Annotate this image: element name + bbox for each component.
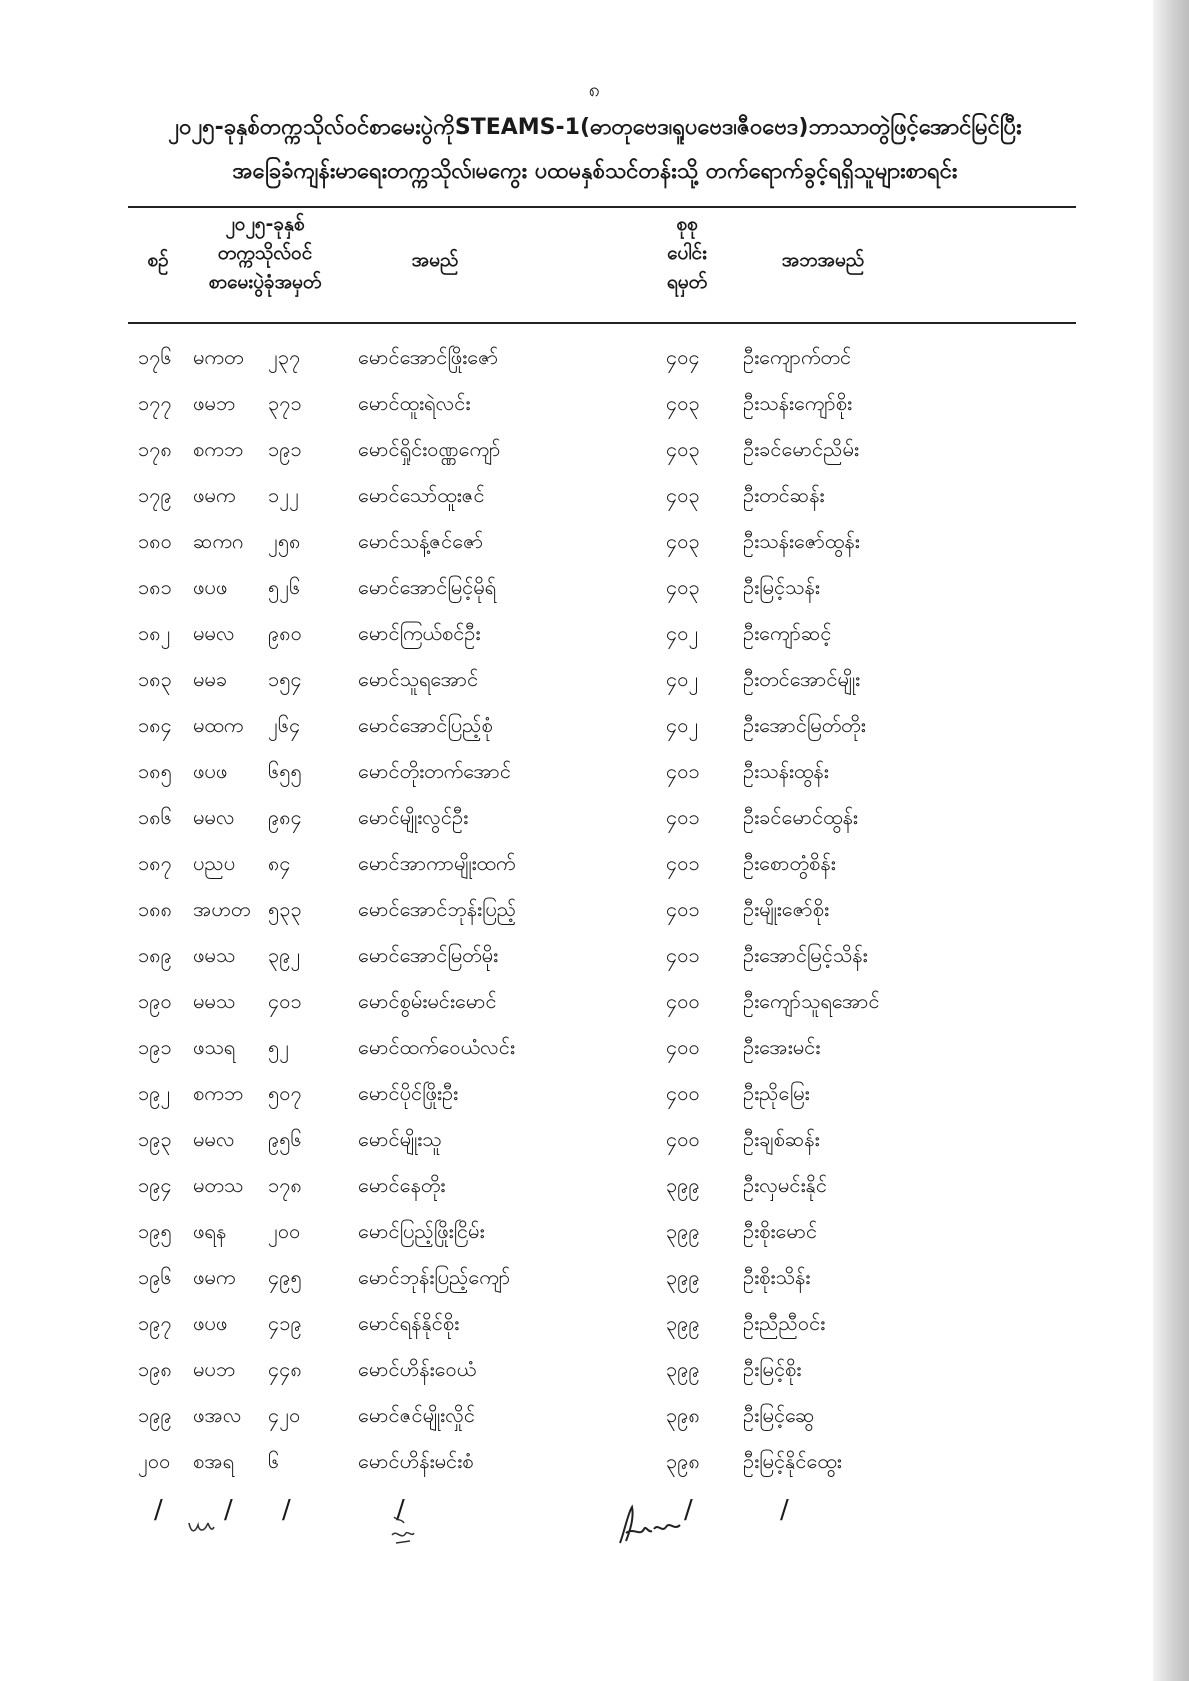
exam-code: စကဘ (193, 437, 244, 461)
serial-number: ၁၉၈ (138, 1357, 172, 1381)
serial-number: ၁၉၀ (138, 989, 172, 1013)
table-row (0, 1024, 1189, 1070)
exam-code: ဖပဖ (193, 759, 228, 783)
table-row (0, 1392, 1189, 1438)
student-name: မောင်ထူးရဲလင်း (358, 391, 471, 415)
student-name: မောင်နေတိုး (358, 1173, 446, 1197)
father-name: ဦးညိုမြေး (743, 1081, 810, 1105)
total-mark: ၄၀၀ (666, 1035, 700, 1059)
exam-seat-number: ၅၃၃ (268, 897, 302, 921)
serial-number: ၁၈၄ (138, 713, 172, 737)
exam-code: ဖမက (193, 483, 236, 507)
student-name: မောင်အောင်ဘုန်းပြည့် (358, 897, 517, 921)
total-mark: ၄၀၀ (666, 1127, 700, 1151)
father-name: ဦးကျောက်တင် (743, 345, 852, 369)
total-mark: ၄၀၁ (666, 897, 700, 921)
serial-number: ၁၈၀ (138, 529, 172, 553)
check-mark: / (154, 1495, 163, 1525)
exam-code: ဖသရ (193, 1035, 236, 1059)
table-row (0, 1346, 1189, 1392)
header-exam-seat (185, 210, 345, 297)
exam-code: မမသ (193, 989, 236, 1013)
exam-seat-number: ၈၄ (268, 851, 291, 875)
student-name: မောင်အောင်ဖြိုးဇော် (358, 345, 499, 369)
serial-number: ၁၉၃ (138, 1127, 172, 1151)
document-title-line-1: ၂၀၂၅-ခုနှစ်တက္ကသိုလ်ဝင်စာမေးပွဲကိုSTEAMS-1(ဓာတုဗေဒ၊ရူပဗေဒ၊ဇီဝဗေဒ)ဘာသာတွဲဖြင့်အောင်မြင်ပြီး (168, 115, 1022, 140)
header-exam-line-2: တက္ကသိုလ်ဝင် (217, 242, 313, 264)
exam-seat-number: ၂၅၈ (268, 529, 301, 553)
serial-number: ၁၉၁ (138, 1035, 172, 1059)
exam-code: မမလ (193, 621, 235, 645)
father-name: ဦးကျော်သူရအောင် (743, 989, 880, 1013)
exam-seat-number: ၅၀၇ (268, 1081, 302, 1105)
father-name: ဦးသန်းဇော်ထွန်း (743, 529, 860, 553)
header-father-name: အဘအမည် (781, 249, 865, 271)
exam-seat-number: ၃၇၁ (268, 391, 302, 415)
student-name: မောင်ထက်ဝေယံလင်း (358, 1035, 515, 1059)
father-name: ဦးခင်မောင်ထွန်း (743, 805, 858, 829)
serial-number: ၁၇၆ (138, 345, 172, 369)
exam-code: ဖမသ (193, 943, 236, 967)
student-name: မောင်ဇင်မျိုးလှိုင် (358, 1403, 475, 1427)
table-row (0, 426, 1189, 472)
serial-number: ၁၈၃ (138, 667, 172, 691)
serial-number: ၁၇၉ (138, 483, 172, 507)
table-row (0, 840, 1189, 886)
header-total-line-1: စုစု (676, 213, 698, 235)
exam-seat-number: ၄၂၀ (268, 1403, 301, 1427)
total-mark: ၄၀၃ (666, 575, 700, 599)
total-mark: ၃၉၉ (666, 1357, 700, 1381)
father-name: ဦးအောင်မြင့်သိန်း (743, 943, 868, 967)
exam-code: မမလ (193, 805, 235, 829)
handwritten-signature (614, 1503, 684, 1547)
serial-number: ၁၈၁ (138, 575, 172, 599)
student-name: မောင်အောင်ပြည့်စုံ (358, 713, 493, 737)
student-name: မောင်အောင်မြတ်မိုး (358, 943, 499, 967)
father-name: ဦးညီညီဝင်း (743, 1311, 826, 1335)
exam-code: မမခ (193, 667, 228, 691)
father-name: ဦးစိုးသိန်း (743, 1265, 811, 1289)
table-row (0, 656, 1189, 702)
table-row (0, 702, 1189, 748)
serial-number: ၁၈၉ (138, 943, 172, 967)
serial-number: ၁၇၈ (138, 437, 172, 461)
exam-seat-number: ၉၈၀ (268, 621, 302, 645)
header-total-mark (652, 210, 722, 297)
table-row (0, 794, 1189, 840)
exam-seat-number: ၁၂၂ (268, 483, 299, 507)
serial-number: ၁၈၇ (138, 851, 172, 875)
serial-number: ၁၇၇ (138, 391, 172, 415)
father-name: ဦးကျော်ဆင့် (743, 621, 832, 645)
check-mark: / (396, 1495, 405, 1525)
table-row (0, 886, 1189, 932)
initials-signature (388, 1513, 418, 1547)
exam-seat-number: ၄၁၉ (268, 1311, 302, 1335)
exam-seat-number: ၁၉၁ (268, 437, 302, 461)
father-name: ဦးမြင့်စိုး (743, 1357, 802, 1381)
header-serial: စဉ် (147, 249, 169, 271)
student-name: မောင်သူရအောင် (358, 667, 479, 691)
table-row (0, 1254, 1189, 1300)
exam-seat-number: ၂၆၄ (268, 713, 301, 737)
student-name: မောင်ရှိုင်းဝဏ္ဏကျော် (358, 437, 501, 461)
father-name: ဦးသန်းကျော်စိုး (743, 391, 853, 415)
table-row (0, 380, 1189, 426)
father-name: ဦးမြင့်နိုင်ထွေး (743, 1449, 842, 1473)
student-name: မောင်ဟိန်းဝေယံ (358, 1357, 477, 1381)
student-name: မောင်တိုးတက်အောင် (358, 759, 511, 783)
exam-seat-number: ၆ (268, 1449, 280, 1473)
initials-signature (186, 1515, 216, 1537)
exam-code: ပညပ (193, 851, 236, 875)
exam-code: မပဘ (193, 1357, 236, 1381)
serial-number: ၁၉၇ (138, 1311, 172, 1335)
exam-code: ဖပဖ (193, 575, 228, 599)
page-number: ၈ (588, 77, 601, 101)
exam-code: စအရ (193, 1449, 235, 1473)
father-name: ဦးအောင်မြတ်တိုး (743, 713, 866, 737)
total-mark: ၄၀၃ (666, 483, 700, 507)
table-row (0, 1438, 1189, 1484)
exam-code: မတသ (193, 1173, 244, 1197)
table-row (0, 1300, 1189, 1346)
total-mark: ၄၀၁ (666, 805, 700, 829)
father-name: ဦးစောတွံစိန်း (743, 851, 836, 875)
student-name: မောင်စွမ်းမင်းမောင် (358, 989, 497, 1013)
total-mark: ၃၉၈ (666, 1449, 700, 1473)
exam-code: မထက (193, 713, 244, 737)
serial-number: ၁၉၆ (138, 1265, 172, 1289)
serial-number: ၁၉၂ (138, 1081, 171, 1105)
serial-number: ၁၉၄ (138, 1173, 172, 1197)
student-name: မောင်မျိုးလွင်ဦး (358, 805, 469, 829)
father-name: ဦးမြင့်သန်း (743, 575, 820, 599)
total-mark: ၃၉၉ (666, 1265, 700, 1289)
check-mark: / (684, 1495, 693, 1525)
father-name: ဦးမြင့်ဆွေ (743, 1403, 815, 1427)
father-name: ဦးချစ်ဆန်း (743, 1127, 820, 1151)
father-name: ဦးသန်းထွန်း (743, 759, 829, 783)
exam-seat-number: ၂၃၇ (268, 345, 301, 369)
table-top-rule (128, 206, 1076, 208)
student-name: မောင်အာကာမျိုးထက် (358, 851, 516, 875)
serial-number: ၁၈၈ (138, 897, 173, 921)
exam-seat-number: ၄၀၁ (268, 989, 302, 1013)
exam-seat-number: ၃၉၂ (268, 943, 301, 967)
exam-code: ဖမဘ (193, 391, 236, 415)
exam-code: ဖမက (193, 1265, 236, 1289)
exam-seat-number: ၅၂ (268, 1035, 290, 1059)
student-name: မောင်ဟိန်းမင်းစံ (358, 1449, 474, 1473)
student-name: မောင်ကြယ်စင်ဦး (358, 621, 481, 645)
exam-code: မမလ (193, 1127, 235, 1151)
table-row (0, 1208, 1189, 1254)
check-mark: / (224, 1495, 233, 1525)
table-header-rule (128, 322, 1076, 324)
serial-number: ၁၈၂ (138, 621, 171, 645)
exam-seat-number: ၁၇၈ (268, 1173, 302, 1197)
serial-number: ၁၈၆ (138, 805, 172, 829)
exam-code: စကဘ (193, 1081, 244, 1105)
exam-code: ဆကဂ (193, 529, 244, 553)
table-row (0, 610, 1189, 656)
footer-check-marks (0, 1495, 1189, 1555)
header-exam-line-3: စာမေးပွဲခုံအမှတ် (208, 271, 322, 293)
table-row (0, 1162, 1189, 1208)
total-mark: ၃၉၉ (666, 1219, 700, 1243)
student-name: မောင်သော်ထူးဇင် (358, 483, 485, 507)
father-name: ဦးတင်အောင်မျိုး (743, 667, 861, 691)
check-mark: / (780, 1495, 789, 1525)
total-mark: ၄၀၄ (666, 345, 700, 369)
total-mark: ၃၉၉ (666, 1173, 700, 1197)
total-mark: ၃၉၉ (666, 1311, 700, 1335)
exam-code: အဟတ (193, 897, 251, 921)
total-mark: ၄၀၃ (666, 391, 700, 415)
total-mark: ၄၀၁ (666, 759, 700, 783)
total-mark: ၄၀၃ (666, 529, 700, 553)
header-total-line-3: ရမှတ် (666, 271, 708, 293)
total-mark: ၄၀၂ (666, 667, 699, 691)
table-row (0, 472, 1189, 518)
serial-number: ၁၉၉ (138, 1403, 172, 1427)
father-name: ဦးတင်ဆန်း (743, 483, 825, 507)
header-exam-line-1: ၂၀၂၅-ခုနှစ် (225, 213, 305, 235)
father-name: ဦးမျိုးဇော်စိုး (743, 897, 830, 921)
serial-number: ၂၀၀ (138, 1449, 171, 1473)
check-mark: / (282, 1495, 291, 1525)
total-mark: ၄၀၂ (666, 621, 699, 645)
total-mark: ၄၀၁ (666, 943, 700, 967)
table-row (0, 564, 1189, 610)
table-row (0, 518, 1189, 564)
table-row (0, 1070, 1189, 1116)
student-name: မောင်မျိုးသူ (358, 1127, 442, 1151)
table-row (0, 978, 1189, 1024)
exam-seat-number: ၅၂၆ (268, 575, 301, 599)
serial-number: ၁၉၅ (138, 1219, 172, 1243)
exam-code: မကတ (193, 345, 244, 369)
table-row (0, 334, 1189, 380)
student-name: မောင်သန့်ဇင်ဇော် (358, 529, 484, 553)
exam-code: ဖရန (193, 1219, 227, 1243)
exam-seat-number: ၄၄၈ (268, 1357, 302, 1381)
total-mark: ၄၀၀ (666, 989, 700, 1013)
table-row (0, 748, 1189, 794)
total-mark: ၄၀၂ (666, 713, 699, 737)
exam-code: ဖပဖ (193, 1311, 228, 1335)
father-name: ဦးစိုးမောင် (743, 1219, 818, 1243)
exam-code: ဖအလ (193, 1403, 242, 1427)
exam-seat-number: ၂၀၀ (268, 1219, 301, 1243)
document-title-line-2: အခြေခံကျန်းမာရေးတက္ကသိုလ်၊မကွေး ပထမနှစ်သင်တန်းသို့ တက်ရောက်ခွင့်ရရှိသူများစာရင်း (232, 159, 958, 184)
table-row (0, 932, 1189, 978)
exam-seat-number: ၉၈၄ (268, 805, 302, 829)
table-row (0, 1116, 1189, 1162)
total-mark: ၄၀၃ (666, 437, 700, 461)
student-name: မောင်အောင်မြင့်မိုရ် (358, 575, 497, 599)
serial-number: ၁၈၅ (138, 759, 172, 783)
total-mark: ၄၀၁ (666, 851, 700, 875)
exam-seat-number: ၁၅၄ (268, 667, 302, 691)
father-name: ဦးအေးမင်း (743, 1035, 821, 1059)
father-name: ဦးလှမင်းနိုင် (743, 1173, 827, 1197)
exam-seat-number: ၆၅၅ (268, 759, 302, 783)
header-name: အမည် (411, 249, 459, 271)
father-name: ဦးခင်မောင်ညိမ်း (743, 437, 859, 461)
student-name: မောင်ဘုန်းပြည့်ကျော် (358, 1265, 511, 1289)
student-name: မောင်ရန်နိုင်စိုး (358, 1311, 460, 1335)
header-total-line-2: ပေါင်း (667, 242, 707, 264)
student-name: မောင်ပိုင်ဖြိုးဦး (358, 1081, 459, 1105)
total-mark: ၄၀၀ (666, 1081, 700, 1105)
total-mark: ၃၉၈ (666, 1403, 700, 1427)
exam-seat-number: ၄၉၅ (268, 1265, 302, 1289)
student-name: မောင်ပြည့်ဖြိုးငြိမ်း (358, 1219, 485, 1243)
exam-seat-number: ၉၅၆ (268, 1127, 302, 1151)
